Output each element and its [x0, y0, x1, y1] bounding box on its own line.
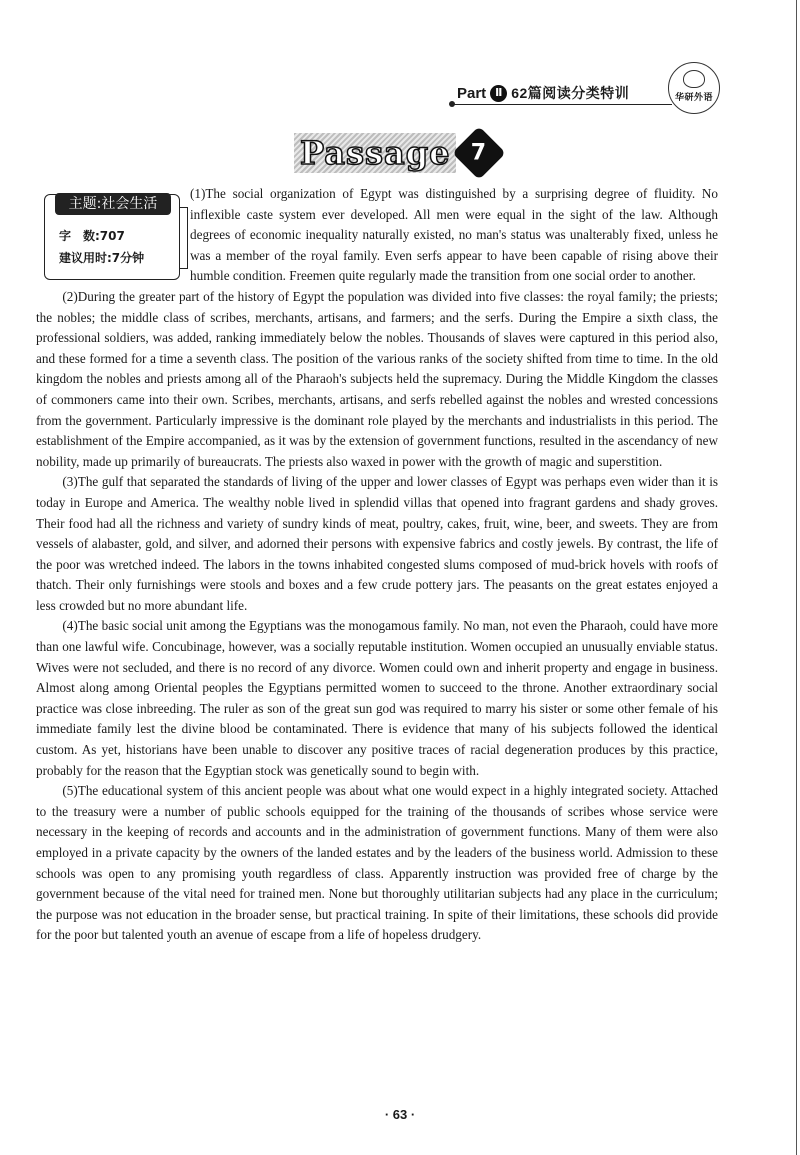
publisher-logo — [668, 62, 720, 114]
series-title: 62篇阅读分类特训 — [511, 85, 630, 101]
topic-title: 主题:社会生活 — [55, 193, 171, 215]
article-body — [36, 184, 718, 946]
page-edge-line — [796, 0, 797, 1155]
word-count: 字 数:707 — [59, 229, 125, 243]
passage-number: 7 — [471, 140, 488, 166]
paragraph-3: (3)The gulf that separated the standards of living of the upper and lower classes of Egypt was perhaps even wider than it is today in Europe and America. The wealthy noble lived in splendid villas that opened into fragrant gardens and shady groves. Their food had all the richness and variety of sundry kinds of meat, poultry, cakes, fruit, wine, beer, and sweets. They are from vessels of alabaster, gold, and silver, and adorned their persons with expensive fabrics and costly jewels. By contrast, the life of the poor was wretched indeed. The labors in the towns inhabited congested slums composed of mud-brick hovels with roofs of thatch. Their only furnishings were stools and boxes and a few crude pottery jars. The peasants on the great estates enjoyed a less crowded but no more abundant life. — [36, 474, 718, 613]
passage-heading — [294, 128, 534, 178]
header-rule — [452, 104, 672, 105]
logo-text: 华研外语 — [674, 93, 713, 103]
mascot-face-icon — [683, 70, 705, 88]
passage-word: Passage — [294, 133, 456, 173]
paragraph-5: (5)The educational system of this ancient people was about what one would expect in a highly integrated society. Attached to the treasury were a number of public schools equipped for the training of the thousands of scribes whose service were necessary in the keeping of records and accounts and in the administration of government functions. Many of them were also employed in a private capacity by the owners of the landed estates and by the leaders of the business world. Admission to these schools was open to any promising youth regardless of class. Apparently instruction was provided free of charge by the government because of the vital need for trained men. None but thoroughly utilitarian subjects had any place in the curriculum; the purpose was not education in the broader sense, but practical training. In spite of their limitations, these schools did provide for the poor but talented youth an avenue of escape from a life of hopeless drudgery. — [36, 783, 718, 943]
part-label: Part — [457, 84, 487, 102]
paragraph-4: (4)The basic social unit among the Egyptians was the monogamous family. No man, not even the Pharaoh, could have more than one lawful wife. Concubinage, however, was a socially reputable institution. Women occupied an unusually enviable status. Wives were not secluded, and there is no record of any divorce. Women could own and inherit property and engage in business. Almost along among Oriental peoples the Egyptians permitted women to succeed to the throne. Another extraordinary social practice was close inbreeding. The ruler as son of the great sun god was required to marry his sister or some other female of his immediate family lest the divine blood be contaminated. There is evidence that many of his subjects followed the identical custom. As yet, historians have been unable to discover any positive traces of racial degeneration produces by this practice, probably for the reason that the Egyptian stock was genetically sound to begin with. — [36, 618, 718, 778]
suggested-time: 建议用时:7分钟 — [59, 251, 145, 265]
passage-number-diamond — [453, 126, 507, 180]
part-numeral-badge: Ⅱ — [490, 85, 507, 102]
paragraph-1: (1)The social organization of Egypt was distinguished by a surprising degree of fluidity. No inflexible caste system ever developed. All men were equal in the sight of the law. Although degrees of economic inequality naturally existed, no man's status was unalterably fixed, unless he was a member of the royal family. Even serfs appear to have been capable of rising above their humble condition. Freemen quite regularly made the transition from one social order to another. — [190, 186, 718, 284]
page-number: · 63 · — [384, 1107, 416, 1122]
paragraph-2: (2)During the greater part of the history of Egypt the population was divided into five classes: the royal family; the priests; the nobles; the middle class of scribes, merchants, artisans, and farmers; and the serfs. During the Empire a sixth class, the professional soldiers, was added, ranking immediately below the nobles. Thousands of slaves were captured in this period also, and these formed for a time a seventh class. The position of the various ranks of the society shifted from time to time. In the old kingdom the nobles and priests among all of the Pharaoh's subjects held the supremacy. During the Middle Kingdom the classes of commoners came into their own. Scribes, merchants, artisans, and serfs rebelled against the nobles and wrested concessions from the government. Particularly impressive is the dominant role played by the merchants and industrialists in this period. The establishment of the Empire accompanied, as it was by the extension of government functions, resulted in the ascendancy of new nobility, made up primarily of bureaucrats. The priests also waxed in power with the growth of magic and superstition. — [36, 288, 718, 469]
